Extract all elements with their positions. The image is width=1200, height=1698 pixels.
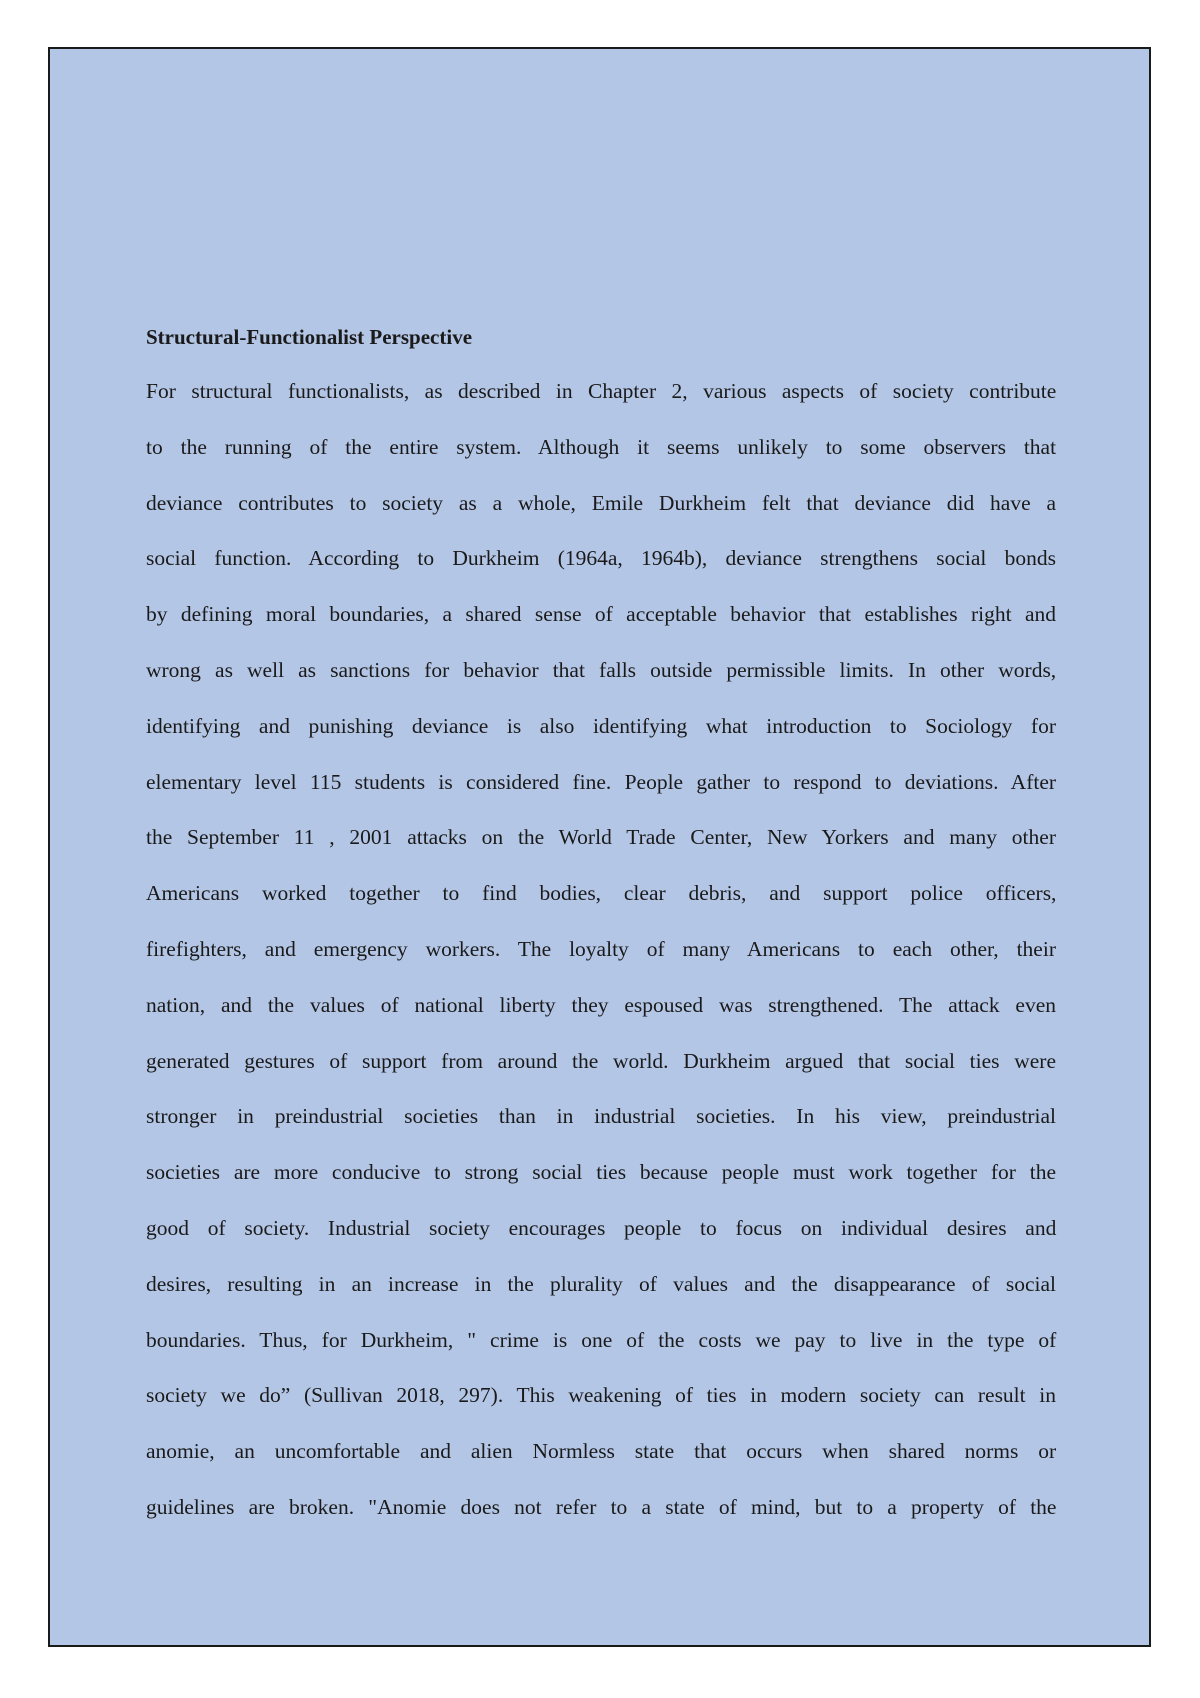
- paragraph-line: desires, resulting in an increase in the plurality of values and the disappearance of social: [146, 1271, 1056, 1296]
- paragraph-line: wrong as well as sanctions for behavior that falls outside permissible limits. In other words,: [146, 657, 1057, 682]
- paragraph-line: nation, and the values of national liberty they espoused was strengthened. The attack even: [146, 992, 1056, 1017]
- paragraph-line: by defining moral boundaries, a shared sense of acceptable behavior that establishes right and: [146, 602, 1056, 627]
- paragraph-line: Americans worked together to find bodies, clear debris, and support police officers,: [146, 881, 1057, 906]
- paragraph-line: the September 11 , 2001 attacks on the World Trade Center, New Yorkers and many other: [146, 825, 1056, 850]
- body-paragraph: [146, 378, 1056, 1550]
- paragraph-line: generated gestures of support from around the world. Durkheim argued that social ties were: [146, 1048, 1056, 1073]
- paragraph-line: For structural functionalists, as described in Chapter 2, various aspects of society contribute: [146, 379, 1057, 403]
- paragraph-line: elementary level 115 students is considered fine. People gather to respond to deviations. After: [146, 769, 1057, 794]
- paragraph-line: society we do” (Sullivan 2018, 297). This weakening of ties in modern society can result in: [146, 1383, 1056, 1408]
- document-body: [146, 324, 1056, 1550]
- paragraph-line: firefighters, and emergency workers. The loyalty of many Americans to each other, their: [146, 936, 1056, 961]
- section-heading: Structural-Functionalist Perspective: [146, 325, 473, 349]
- paragraph-line: identifying and punishing deviance is also identifying what introduction to Sociology for: [146, 713, 1056, 738]
- paragraph-line: social function. According to Durkheim (1964a, 1964b), deviance strengthens social bonds: [146, 546, 1056, 571]
- document-page: [48, 47, 1151, 1647]
- paragraph-line: good of society. Industrial society encourages people to focus on individual desires and: [146, 1215, 1057, 1240]
- paragraph-line: boundaries. Thus, for Durkheim, " crime is one of the costs we pay to live in the type of: [146, 1327, 1057, 1352]
- paragraph-line: anomie, an uncomfortable and alien Normless state that occurs when shared norms or: [146, 1439, 1057, 1464]
- paragraph-line: to the running of the entire system. Although it seems unlikely to some observers that: [146, 434, 1057, 459]
- paragraph-line: stronger in preindustrial societies than in industrial societies. In his view, preindustrial: [146, 1104, 1056, 1129]
- paragraph-line: deviance contributes to society as a whole, Emile Durkheim felt that deviance did have a: [146, 490, 1056, 515]
- paragraph-line: guidelines are broken. "Anomie does not refer to a state of mind, but to a property of the: [146, 1494, 1057, 1519]
- paragraph-line: societies are more conducive to strong social ties because people must work together for the: [146, 1160, 1056, 1185]
